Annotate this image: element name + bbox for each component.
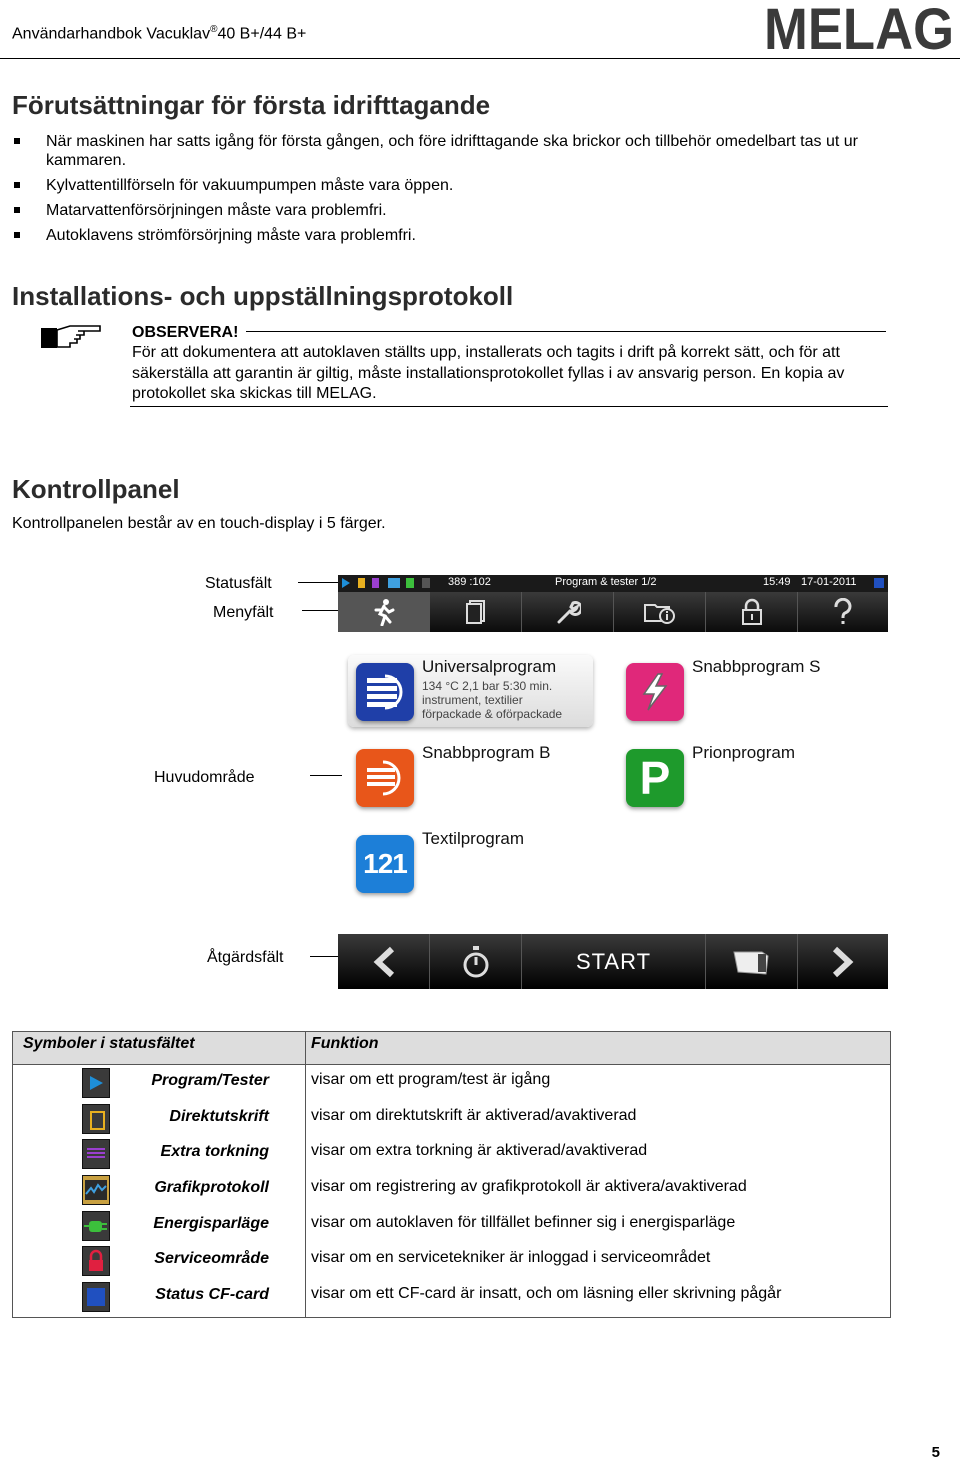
info-folder-icon <box>643 599 677 625</box>
document-header-title <box>12 24 306 43</box>
door-icon <box>732 948 772 976</box>
play-icon <box>82 1068 110 1098</box>
logo-text: MELAG <box>764 2 954 54</box>
back-button[interactable] <box>338 934 430 989</box>
leader-line <box>302 610 338 611</box>
note-bottom-rule <box>130 406 888 407</box>
symbol-function: visar om extra torkning är aktiverad/avaktiverad <box>311 1142 648 1159</box>
cf-card-icon <box>82 1282 110 1312</box>
table-row <box>13 1065 890 1101</box>
leader-line <box>310 775 342 776</box>
menu-settings-button[interactable] <box>522 592 614 632</box>
plug-icon <box>82 1211 110 1241</box>
label-action-field: Åtgärdsfält <box>207 949 284 966</box>
symbol-name: Serviceområde <box>154 1250 269 1267</box>
printer-icon <box>358 578 365 588</box>
drying-icon <box>82 1139 110 1169</box>
note-text: För att dokumentera att autoklaven ställts upp, installerats och tagits i drift på korrekt sätt, och för att säkerställa att garantin är giltig, måste installationsprotokollet fyllas i av ansvarig person. En kopia av protokollet ska skickas till MELAG. <box>132 344 845 402</box>
label-status-field: Statusfält <box>205 575 272 592</box>
symbol-function: visar om autoklaven för tillfället befinner sig i energisparläge <box>311 1214 736 1231</box>
tile-details <box>422 679 562 721</box>
program-list-icon <box>356 663 414 721</box>
device-menu-bar <box>338 592 888 632</box>
tile-universal-program[interactable] <box>348 655 593 727</box>
lock-icon <box>740 598 764 626</box>
tile-detail-line: 134 °C 2,1 bar 5:30 min. <box>422 679 553 693</box>
table-header-function: Funktion <box>311 1035 379 1052</box>
symbol-function: visar om en servicetekniker är inloggad i serviceområdet <box>311 1249 711 1266</box>
menu-info-button[interactable] <box>614 592 706 632</box>
table-row <box>13 1101 890 1137</box>
menu-help-button[interactable] <box>798 592 888 632</box>
tile-quick-program-s[interactable] <box>618 655 863 727</box>
symbol-function: visar om ett program/test är igång <box>311 1071 551 1088</box>
graph-icon <box>388 578 400 588</box>
tile-quick-program-b[interactable] <box>348 741 593 813</box>
program-list-icon <box>356 749 414 807</box>
prerequisites-list <box>12 132 892 251</box>
symbol-function: visar om direktutskrift är aktiverad/avaktiverad <box>311 1107 637 1124</box>
device-status-bar <box>338 575 888 592</box>
timer-button[interactable] <box>430 934 522 989</box>
symbol-name: Status CF-card <box>155 1286 269 1303</box>
registered-mark: ® <box>210 24 218 35</box>
padlock-icon <box>82 1246 110 1276</box>
section-heading-prerequisites: Förutsättningar för första idrifttagande <box>12 90 491 120</box>
status-time: 15:49 <box>763 576 791 588</box>
plug-icon <box>406 578 414 588</box>
symbol-function: visar om registrering av grafikprotokoll är aktivera/avaktiverad <box>311 1178 747 1195</box>
tile-title: Textilprogram <box>422 829 525 848</box>
table-row <box>13 1243 890 1279</box>
label-main-area: Huvudområde <box>154 769 255 786</box>
leader-line <box>298 582 338 583</box>
symbol-name: Extra torkning <box>160 1143 269 1160</box>
running-person-icon <box>372 598 396 626</box>
bullet-item: Matarvattenförsörjningen måste vara problemfri. <box>12 201 892 220</box>
bullet-item: Kylvattentillförseln för vakuumpumpen måste vara öppen. <box>12 176 892 195</box>
tile-textile-program[interactable] <box>348 827 593 899</box>
chevron-left-icon <box>370 946 398 978</box>
padlock-icon <box>422 578 430 588</box>
table-row <box>13 1279 890 1315</box>
note-top-rule <box>246 331 886 332</box>
stopwatch-icon <box>462 945 490 979</box>
tile-title: Snabbprogram S <box>692 657 821 676</box>
header-title-suffix: 40 B+/44 B+ <box>217 25 307 43</box>
lightning-icon <box>626 663 684 721</box>
label-menu-field: Menyfält <box>213 604 274 621</box>
leader-line <box>310 956 338 957</box>
menu-service-button[interactable] <box>706 592 798 632</box>
drying-icon <box>372 578 379 588</box>
control-panel-intro: Kontrollpanelen består av en touch-display i 5 färger. <box>12 515 386 532</box>
textile-121-icon: 121 <box>356 835 414 893</box>
chevron-right-icon <box>829 946 857 978</box>
section-heading-installation: Installations- och uppställningsprotokoll <box>12 281 514 311</box>
status-symbols-table <box>12 1031 891 1318</box>
cf-card-icon <box>874 578 884 588</box>
header-title-prefix: Användarhandbok Vacuklav <box>12 25 211 43</box>
device-action-bar <box>338 934 888 989</box>
symbol-name: Program/Tester <box>151 1072 269 1089</box>
tile-title: Universalprogram <box>422 657 557 676</box>
status-title: Program & tester 1/2 <box>555 576 657 588</box>
tile-prion-program[interactable] <box>618 741 863 813</box>
help-icon <box>832 598 854 626</box>
symbol-name: Energisparläge <box>153 1215 269 1232</box>
start-button[interactable]: START <box>522 934 706 989</box>
pointing-hand-icon <box>40 322 104 350</box>
table-row <box>13 1136 890 1172</box>
symbol-name: Grafikprotokoll <box>154 1179 269 1196</box>
page-number: 5 <box>931 1444 940 1461</box>
symbol-function: visar om ett CF-card är insatt, och om läsning eller skrivning pågår <box>311 1285 782 1302</box>
play-icon <box>342 578 350 588</box>
document-icon <box>465 599 487 625</box>
prion-p-icon: P <box>626 749 684 807</box>
status-date: 17-01-2011 <box>801 576 857 588</box>
door-button[interactable] <box>706 934 798 989</box>
tile-title: Snabbprogram B <box>422 743 551 762</box>
note-title: OBSERVERA! <box>132 324 239 341</box>
symbol-name: Direktutskrift <box>169 1108 269 1125</box>
section-heading-control-panel: Kontrollpanel <box>12 474 180 504</box>
header-divider <box>0 58 960 59</box>
bullet-item: När maskinen har satts igång för första gången, och före idrifttagande ska brickor och tillbehör omedelbart tas ut ur kammaren. <box>12 132 892 170</box>
bullet-item: Autoklavens strömförsörjning måste vara problemfri. <box>12 226 892 245</box>
tile-detail-line: instrument, textilier <box>422 693 523 707</box>
table-header-row <box>13 1032 890 1065</box>
status-counter: 389 :102 <box>448 576 491 588</box>
table-row <box>13 1208 890 1244</box>
menu-programs-button[interactable] <box>338 592 430 632</box>
printer-icon <box>82 1104 110 1134</box>
tile-detail-line: förpackade & oförpackade <box>422 707 563 721</box>
melag-logo <box>760 2 956 54</box>
table-header-symbol: Symboler i statusfältet <box>23 1035 195 1052</box>
menu-log-button[interactable] <box>430 592 522 632</box>
forward-button[interactable] <box>798 934 888 989</box>
tile-title: Prionprogram <box>692 743 795 762</box>
table-row <box>13 1172 890 1208</box>
wrench-icon <box>555 599 581 625</box>
graph-icon <box>82 1175 110 1205</box>
